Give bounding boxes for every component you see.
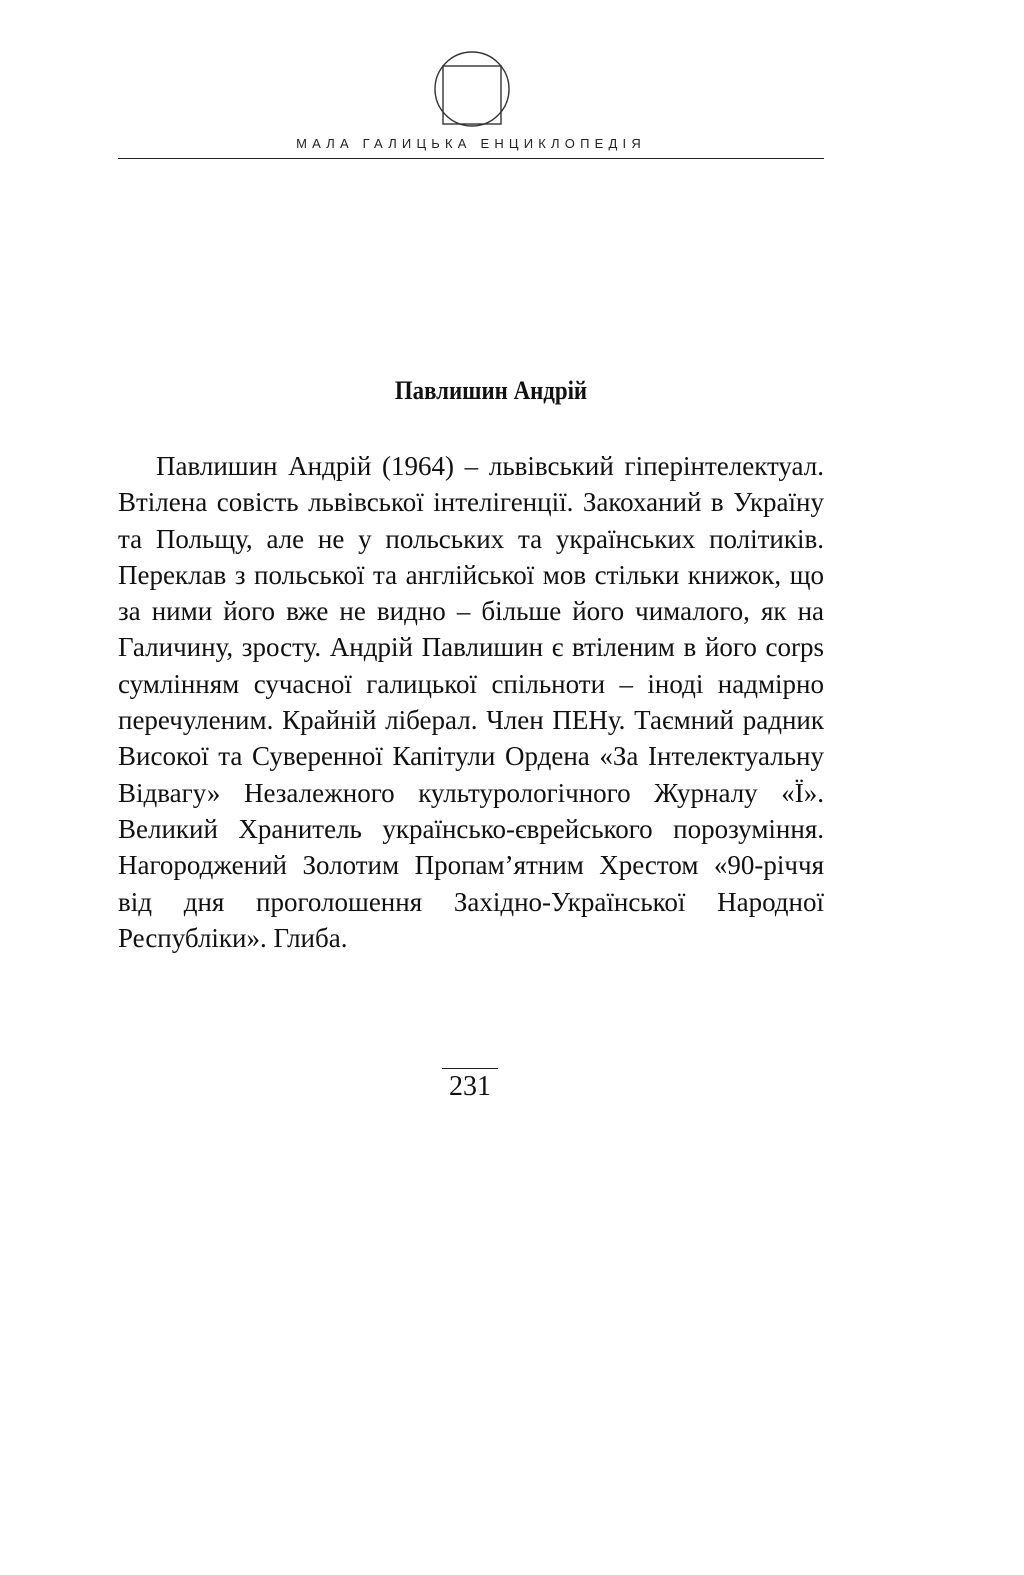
running-head: МАЛА ГАЛИЦЬКА ЕНЦИКЛОПЕДІЯ [296, 136, 646, 151]
circle-square-logo-icon [433, 50, 511, 128]
header-rule [118, 158, 824, 159]
page-number: 231 [442, 1068, 498, 1103]
entry-title: Павлишин Андрій [394, 376, 588, 405]
entry-body: Павлишин Андрій (1964) – львівський гіперінтелектуал. Втілена совість львівської інтелігенції. Закоханий в Україну та Польщу, але не у польських та українських політиків. Переклав з польської та англійської мов стільки книжок, що за ними його вже не видно – більше його чималого, як на Галичину, зросту. Андрій Павлишин є втіленим в його corps сумлінням сучасної галицької спільноти – іноді надмірно перечуленим. Крайній ліберал. Член ПЕНу. Таємний радник Високої та Суверенної Капітули Ордена «За Інтелектуальну Відвагу» Незалежного культурологічного Журналу «Ї». Великий Хранитель українсько-єврейського порозуміння. Нагороджений Золотим Пропам’ятним Хрестом «90-річчя від дня проголошення Західно-Української Народної Республіки». Глиба. [118, 451, 824, 953]
